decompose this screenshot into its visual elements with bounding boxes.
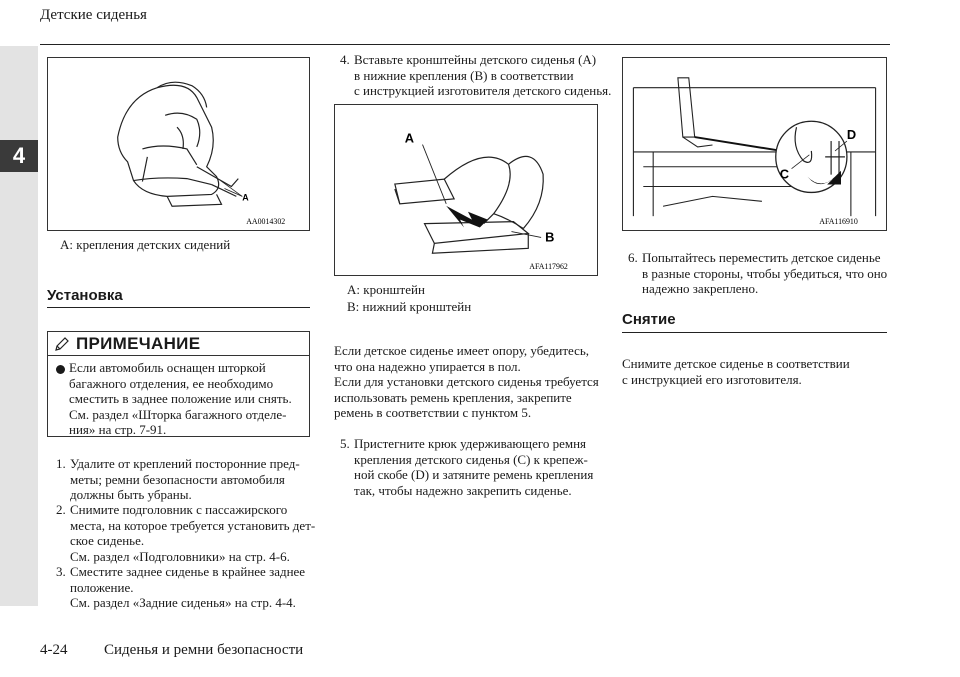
- figure3-label-c: C: [779, 166, 789, 182]
- removal-paragraph: [622, 356, 892, 387]
- footer-section-name: Сиденья и ремни безопасности: [104, 642, 304, 658]
- step-line: надежно закреплено.: [642, 281, 759, 296]
- step-line: должны быть убраны.: [70, 487, 192, 502]
- step-line: Вставьте кронштейны детского сиденья (A): [354, 52, 597, 67]
- step-line: в разные стороны, чтобы убедиться, что оно: [642, 265, 888, 281]
- figure3-label-d: D: [846, 127, 857, 143]
- step-body: [70, 564, 305, 611]
- step-number: 1.: [56, 456, 66, 471]
- step-line: См. раздел «Подголовники» на стр. 4-6.: [70, 548, 290, 564]
- step-body: [354, 52, 611, 99]
- figure3-code: AFA116910: [819, 217, 858, 227]
- paragraph-line: ремень в соответствии с пунктом 5.: [334, 405, 532, 420]
- step-number: 6.: [628, 250, 638, 265]
- page-number: 4-24: [40, 642, 68, 658]
- note-header: [48, 332, 309, 356]
- step-line: ское сиденье.: [70, 533, 145, 548]
- figure-tether-hook: [622, 57, 887, 231]
- step-number: 3.: [56, 564, 66, 579]
- step-line: меты; ремни безопасности автомобиля: [70, 471, 285, 487]
- figure2-caption-b: B: нижний кронштейн: [347, 299, 472, 314]
- note-title: ПРИМЕЧАНИЕ: [76, 334, 201, 353]
- section-rule-installation: [47, 307, 310, 308]
- step-line: Сместите заднее сиденье в крайнее заднее: [70, 564, 306, 579]
- step-line: См. раздел «Задние сиденья» на стр. 4-4.: [70, 595, 296, 610]
- step-body: [70, 456, 300, 503]
- step-line: Снимите подголовник с пассажирского: [70, 502, 288, 517]
- figure1-code: AA0014302: [246, 217, 286, 227]
- paragraph-line: что она надежно упирается в пол.: [334, 358, 521, 374]
- figure1-caption-a: A: крепления детских сидений: [60, 237, 231, 252]
- step-body: [354, 436, 593, 498]
- step-line: Попытайтесь переместить детское сиденье: [642, 250, 881, 265]
- step-line: в нижние крепления (B) в соответствии: [354, 67, 574, 83]
- step-line: с инструкцией изготовителя детского сиденья.: [354, 83, 612, 98]
- chapter-side-tab: [0, 46, 38, 606]
- pencil-icon: [54, 336, 70, 352]
- figure2-label-a: A: [404, 130, 414, 146]
- tether-hook-illustration: [623, 58, 886, 230]
- step-line: так, чтобы надежно закрепить сиденье.: [354, 482, 572, 498]
- step-number: 5.: [340, 436, 350, 451]
- step-line: места, на которое требуется установить дет-: [70, 517, 316, 533]
- header-rule: [40, 44, 890, 45]
- support-paragraph: [334, 343, 609, 421]
- figure1-label-a: A: [242, 192, 249, 203]
- section-title-removal: Снятие: [622, 311, 676, 328]
- note-line: багажного отделения, ее необходимо: [69, 375, 274, 391]
- figure2-caption-a: A: кронштейн: [347, 282, 425, 297]
- figure-child-seat-anchors: [47, 57, 310, 231]
- note-line: сместить в заднее положение или снять.: [69, 391, 292, 406]
- note-text: [69, 360, 305, 438]
- note-line: Если автомобиль оснащен шторкой: [69, 360, 266, 375]
- paragraph-line: Если для установки детского сиденья требуется: [334, 374, 599, 389]
- page-header-title: Детские сиденья: [40, 7, 147, 23]
- section-title-installation: Установка: [47, 287, 123, 304]
- step-line: ной скобе (D) и затяните ремень крепления: [354, 467, 594, 482]
- step-line: положение.: [70, 579, 134, 595]
- note-bullet: [56, 365, 65, 374]
- section-rule-removal: [622, 332, 887, 333]
- note-box: [47, 331, 310, 437]
- paragraph-line: Если детское сиденье имеет опору, убедитесь,: [334, 343, 590, 358]
- paragraph-line: с инструкцией его изготовителя.: [622, 371, 802, 387]
- step-line: Пристегните крюк удерживающего ремня: [354, 436, 587, 451]
- paragraph-line: использовать ремень крепления, закрепите: [334, 389, 572, 405]
- bracket-install-illustration: [335, 105, 597, 275]
- note-line: ния» на стр. 7-91.: [69, 422, 167, 437]
- step-number: 2.: [56, 502, 66, 517]
- note-line: См. раздел «Шторка багажного отделе-: [69, 406, 287, 422]
- step-body: [642, 250, 887, 297]
- step-body: [70, 502, 315, 564]
- step-number: 4.: [340, 52, 350, 67]
- figure2-code: AFA117962: [529, 262, 568, 272]
- step-line: Удалите от креплений посторонние пред-: [70, 456, 300, 471]
- chapter-number: 4: [0, 140, 38, 172]
- figure2-label-b: B: [545, 229, 555, 245]
- step-line: крепления детского сиденья (C) к крепеж-: [354, 451, 588, 467]
- paragraph-line: Снимите детское сиденье в соответствии: [622, 356, 850, 371]
- child-seat-illustration: [48, 58, 309, 230]
- figure-install-brackets: [334, 104, 598, 276]
